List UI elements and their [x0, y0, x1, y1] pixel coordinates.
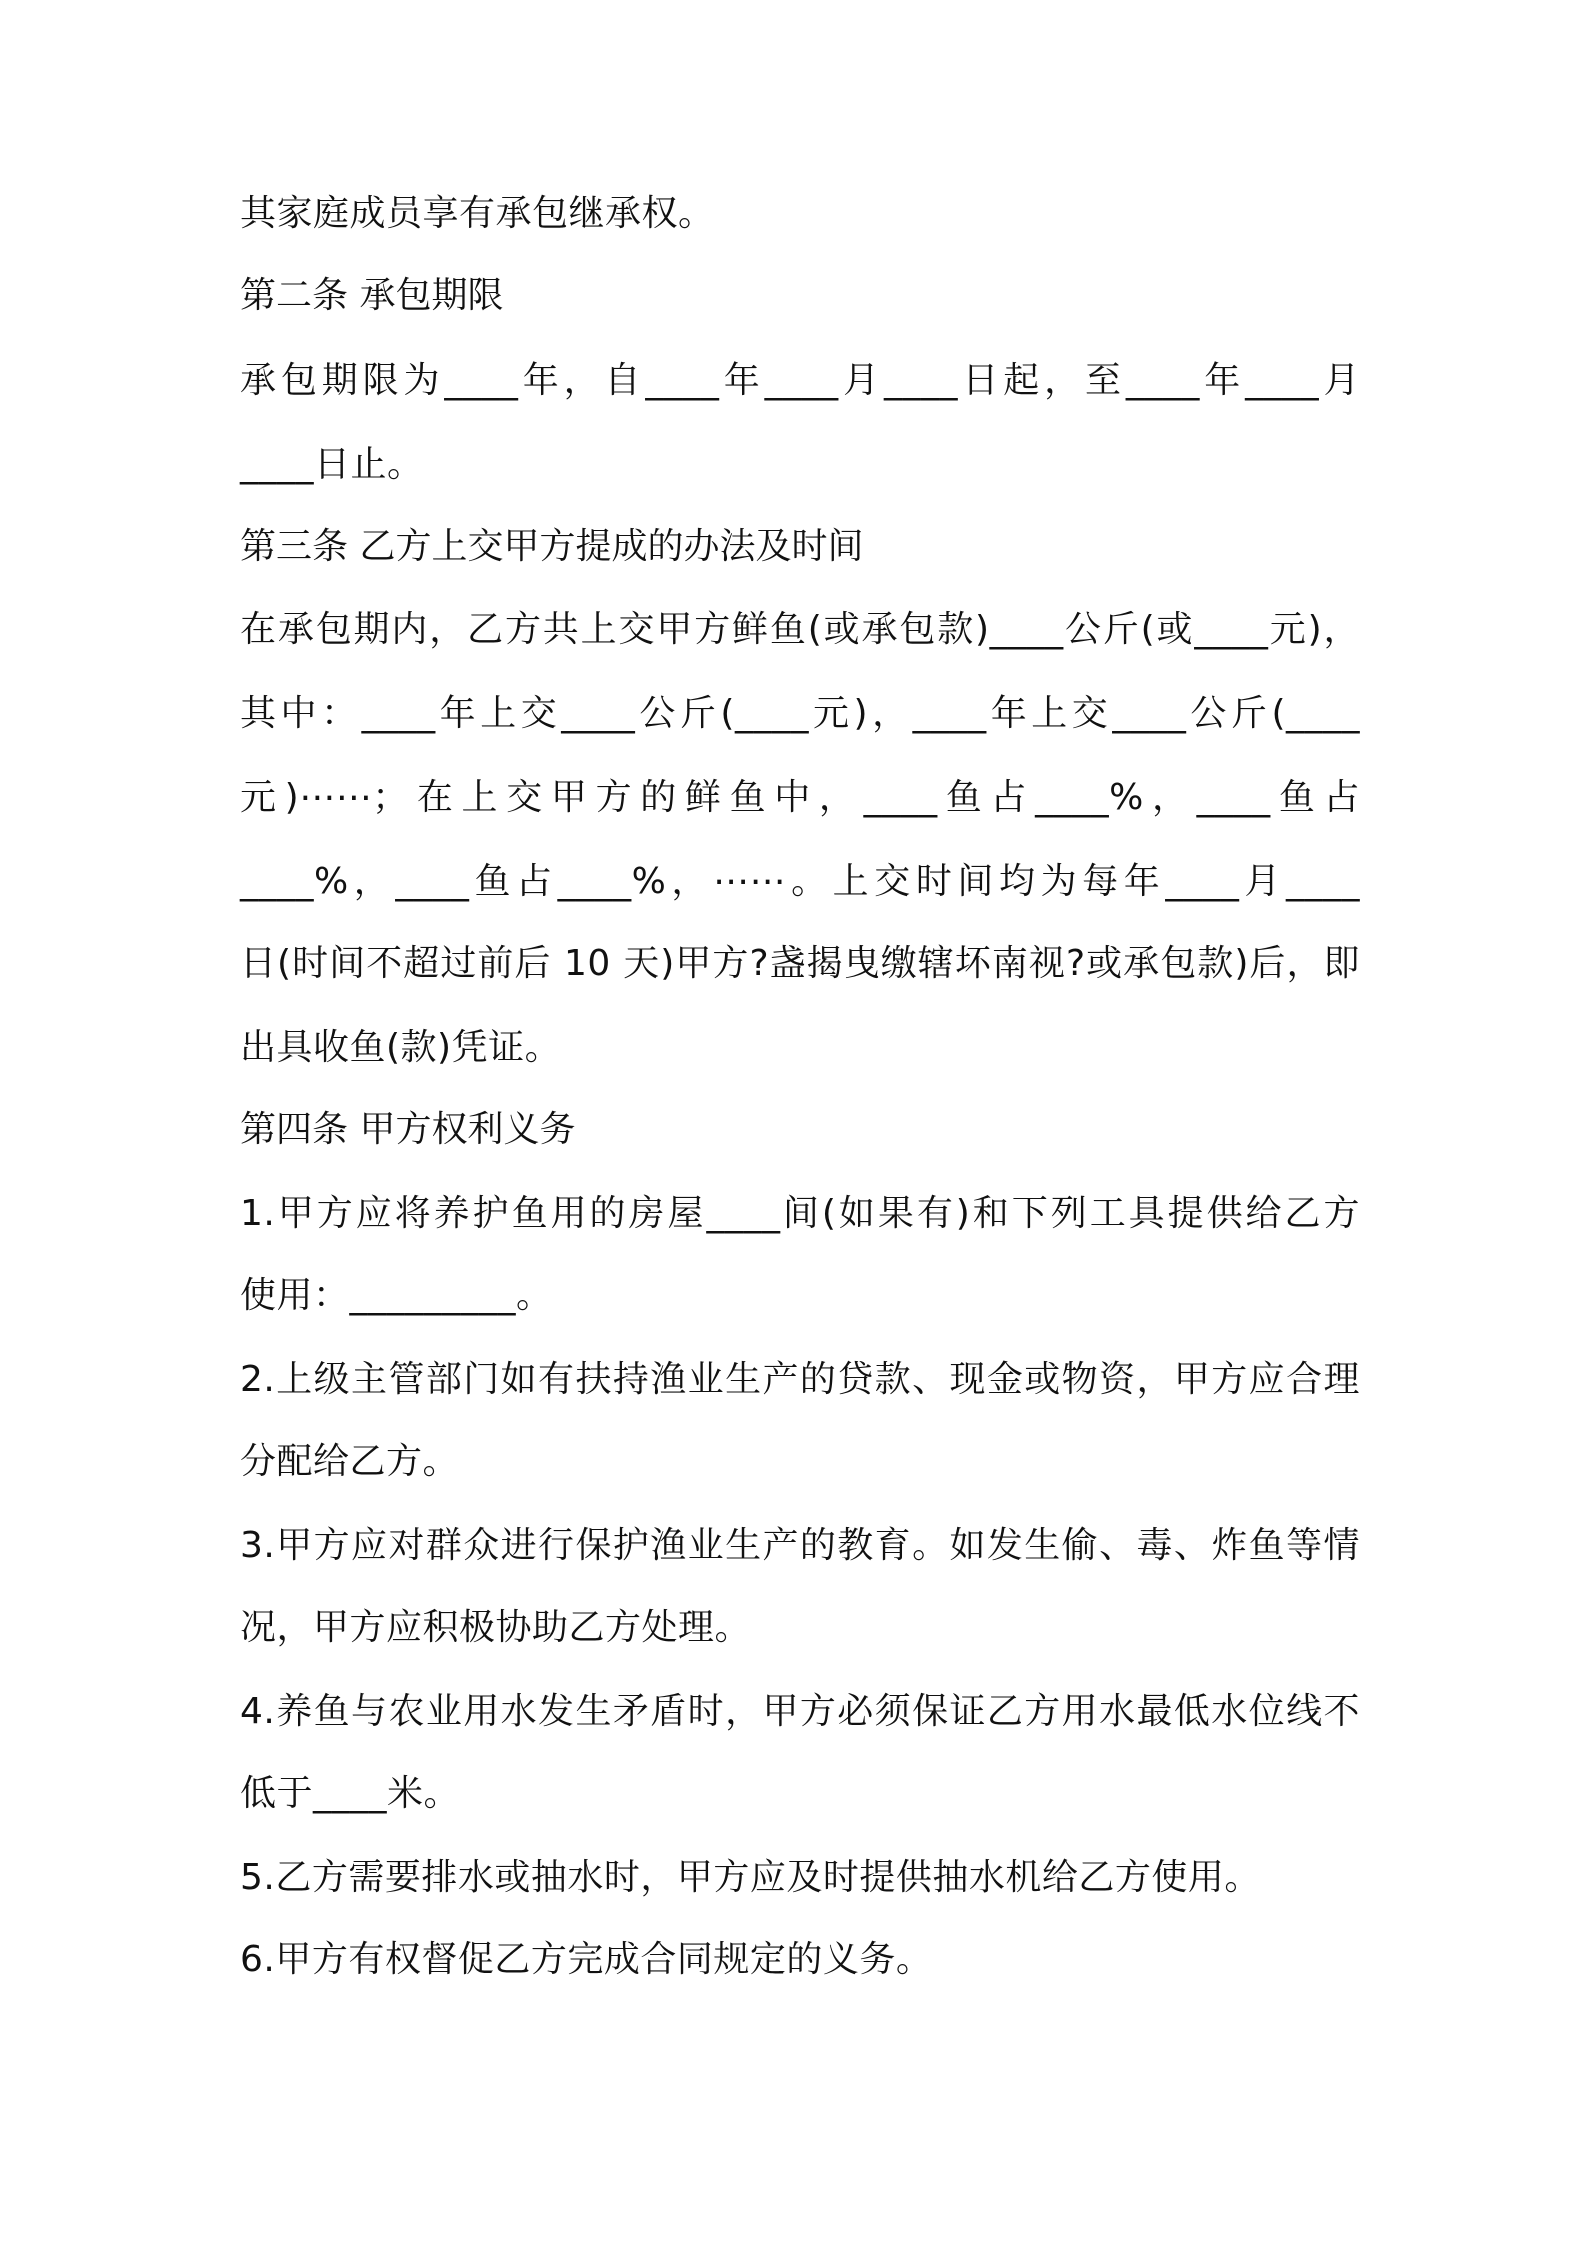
paragraph-line: 在承包期内，乙方共上交甲方鲜鱼(或承包款)____公斤(或____元)，	[240, 609, 1360, 650]
paragraph-line: ____日止。	[240, 444, 424, 485]
paragraph-line: 承包期限为____年，自____年____月____日起，至____年____月	[240, 360, 1360, 401]
paragraph-line: 出具收鱼(款)凭证。	[240, 1027, 562, 1068]
section-heading: 第二条 承包期限	[240, 275, 504, 316]
paragraph-line: 其家庭成员享有承包继承权。	[240, 193, 715, 234]
list-item: 2.上级主管部门如有扶持渔业生产的贷款、现金或物资，甲方应合理	[240, 1359, 1360, 1400]
paragraph-line: 使用：_________。	[240, 1275, 553, 1316]
paragraph-line: 元)⋯⋯；在上交甲方的鲜鱼中，____鱼占____%，____鱼占	[240, 777, 1360, 818]
list-item: 3.甲方应对群众进行保护渔业生产的教育。如发生偷、毒、炸鱼等情	[240, 1525, 1360, 1566]
list-item: 6.甲方有权督促乙方完成合同规定的义务。	[240, 1939, 933, 1980]
section-heading: 第三条 乙方上交甲方提成的办法及时间	[240, 526, 864, 567]
paragraph-line: ____%，____鱼占____%，⋯⋯。上交时间均为每年____月____	[240, 861, 1360, 902]
paragraph-line: 低于____米。	[240, 1773, 461, 1814]
paragraph-line: 其中：____年上交____公斤(____元)，____年上交____公斤(____	[240, 693, 1360, 734]
list-item: 5.乙方需要排水或抽水时，甲方应及时提供抽水机给乙方使用。	[240, 1857, 1261, 1898]
paragraph-line: 日(时间不超过前后 10 天)甲方?盏揭曳缴辖坏南视?或承包款)后，即	[240, 943, 1360, 984]
paragraph-line: 况，甲方应积极协助乙方处理。	[240, 1607, 752, 1648]
section-heading: 第四条 甲方权利义务	[240, 1109, 576, 1150]
paragraph-line: 分配给乙方。	[240, 1441, 460, 1482]
list-item: 1.甲方应将养护鱼用的房屋____间(如果有)和下列工具提供给乙方	[240, 1193, 1360, 1234]
list-item: 4.养鱼与农业用水发生矛盾时，甲方必须保证乙方用水最低水位线不	[240, 1691, 1360, 1732]
